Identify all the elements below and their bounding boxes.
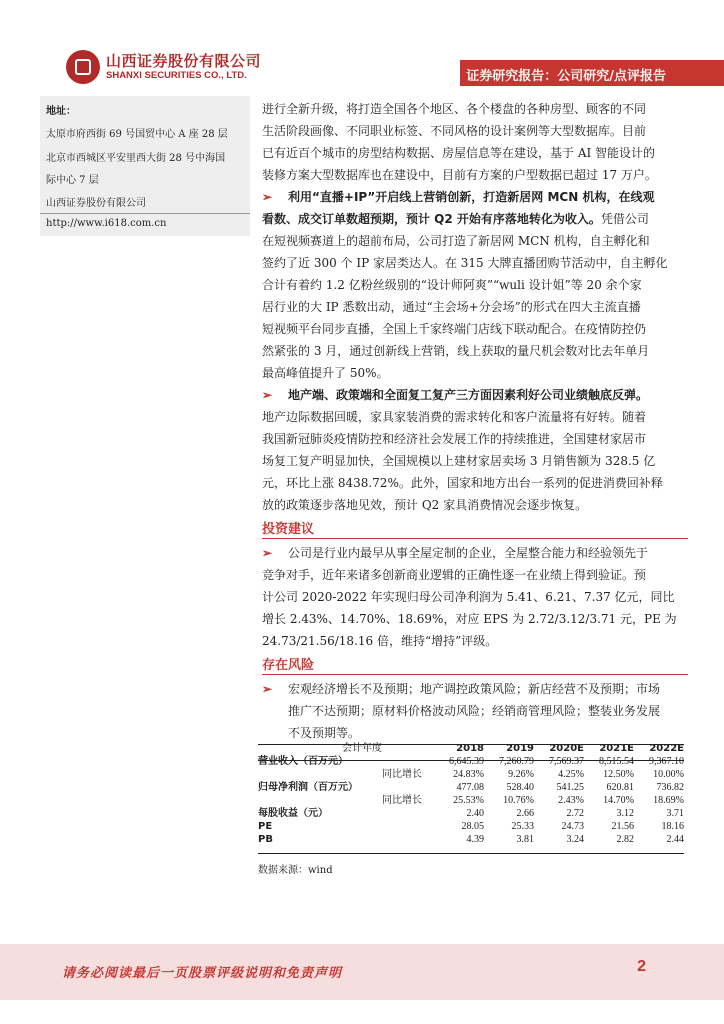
table-cell: 3.71: [666, 808, 684, 819]
bullet-icon: ➢: [262, 388, 273, 402]
bullet-icon: ➢: [262, 682, 273, 696]
body-line: 最高峰值提升了 50%。: [262, 366, 389, 380]
table-cell: PE: [258, 821, 273, 832]
table-cell: 7,260.79: [499, 756, 534, 767]
table-cell: 10.00%: [653, 769, 684, 780]
address-line: 太原市府西街 69 号国贸中心 A 座 28 层: [46, 129, 228, 140]
bullet-heading: 利用“直播+IP”开启线上营销创新，打造新居网 MCN 机构，在线观: [288, 190, 655, 204]
table-row: [258, 755, 684, 768]
table-cell: 2.44: [666, 834, 684, 845]
body-line: 签约了近 300 个 IP 家居类达人。在 315 大牌直播团购节活动中，自主孵化: [262, 256, 668, 270]
table-cell: 2.82: [616, 834, 634, 845]
body-line: 我国新冠肺炎疫情防控和经济社会发展工作的持续推进，全国建材家居市: [262, 432, 647, 446]
body-line: 放的政策逐步落地见效，预计 Q2 家具消费情况会逐步恢复。: [262, 498, 588, 512]
table-cell: 6,645.39: [449, 756, 484, 767]
table-row: [258, 794, 684, 807]
body-line: 生活阶段画像、不同职业标签、不同风格的设计案例等大型数据库。目前: [262, 124, 647, 138]
table-cell: 3.24: [566, 834, 584, 845]
table-cell: 25.33: [511, 821, 534, 832]
body-line: 然紧张的 3 月，通过创新线上营销，线上获取的量尺机会数对比去年单月: [262, 344, 650, 358]
table-cell: 2.40: [466, 808, 484, 819]
bullet-heading: 地产端、政策端和全面复工复产三方面因素利好公司业绩触底反弹。: [288, 388, 649, 402]
table-cell: 528.40: [506, 782, 534, 793]
company-name-line: 山西证券股份有限公司: [46, 198, 146, 209]
body-line: 不及预期等。: [288, 726, 361, 740]
body-line: 已有近百个城市的房型结构数据、房屋信息等在建设，基于 AI 智能设计的: [262, 146, 656, 160]
table-header-row: [258, 742, 684, 755]
website-link[interactable]: http://www.i618.com.cn: [46, 218, 167, 229]
table-cell: 477.08: [456, 782, 484, 793]
table-row: [258, 833, 684, 846]
table-cell: 每股收益（元）: [258, 808, 328, 819]
table-header: 会计年度: [342, 743, 382, 754]
table-row: [258, 768, 684, 781]
company-name-en: SHANXI SECURITIES CO., LTD.: [106, 70, 247, 81]
body-line: 在短视频赛道上的超前布局，公司打造了新居网 MCN 机构，自主孵化和: [262, 234, 650, 248]
sidebar-divider: [40, 213, 250, 214]
body-line: 公司是行业内最早从事全屋定制的企业，全屋整合能力和经验领先于: [288, 546, 649, 560]
table-cell: 736.82: [656, 782, 684, 793]
bullet-icon: ➢: [262, 546, 273, 560]
section-divider: [262, 674, 688, 675]
body-line: 场复工复产明显加快，全国规模以上建材家居卖场 3 月销售额为 328.5 亿: [262, 454, 656, 468]
body-line: 合计有着约 1.2 亿粉丝级别的“设计师阿爽”“wuli 设计姐”等 20 余个家: [262, 278, 642, 292]
body-line: 竞争对手，近年来诸多创新商业逻辑的正确性逐一在业绩上得到验证。预: [262, 568, 647, 582]
company-logo-icon: [66, 50, 100, 84]
body-line: 推广不达预期；原材料价格波动风险；经销商管理风险；整装业务发展: [288, 704, 661, 718]
data-source: 数据来源：wind: [258, 865, 333, 876]
table-cell: 541.25: [556, 782, 584, 793]
table-cell: 同比增长: [382, 795, 422, 806]
table-cell: 4.39: [466, 834, 484, 845]
table-cell: 8,515.54: [599, 756, 634, 767]
table-cell: 12.50%: [603, 769, 634, 780]
table-cell: 3.81: [516, 834, 534, 845]
body-line: 计公司 2020-2022 年实现归母公司净利润为 5.41、6.21、7.37 亿元，同比: [262, 590, 675, 604]
table-cell: 9,367.10: [649, 756, 684, 767]
address-label: 地址：: [46, 106, 76, 117]
address-line: 北京市西城区平安里西大街 28 号中海国: [46, 153, 226, 164]
financial-table: [258, 742, 684, 846]
body-line: 元，环比上涨 8438.72%。此外，国家和地方出台一系列的促进消费回补释: [262, 476, 663, 490]
table-cell: 7,569.37: [549, 756, 584, 767]
body-line: 宏观经济增长不及预期；地产调控政策风险；新店经营不及预期；市场: [288, 682, 661, 696]
body-line: 增长 2.43%、14.70%、18.69%，对应 EPS 为 2.72/3.12/3.71 元，PE 为: [262, 612, 677, 626]
disclaimer-text: 请务必阅读最后一页股票评级说明和免责声明: [62, 966, 343, 981]
table-row: [258, 807, 684, 820]
body-line: 居行业的大 IP 悉数出动，通过“主会场+分会场”的形式在四大主流直播: [262, 300, 641, 314]
table-cell: 营业收入（百万元）: [258, 756, 348, 767]
table-cell: 3.12: [616, 808, 634, 819]
table-cell: 4.25%: [558, 769, 584, 780]
report-type-bar: [460, 60, 724, 86]
table-cell: 620.81: [606, 782, 634, 793]
table-cell: 28.05: [461, 821, 484, 832]
section-title-invest: 投资建议: [262, 522, 315, 537]
table-cell: 2.72: [566, 808, 584, 819]
table-rule: [258, 853, 684, 854]
table-cell: 归母净利润（百万元）: [258, 782, 358, 793]
table-cell: 2.66: [516, 808, 534, 819]
table-cell: 25.53%: [453, 795, 484, 806]
table-header: 2018: [456, 743, 484, 754]
table-cell: 21.56: [611, 821, 634, 832]
page-footer: [0, 944, 724, 1000]
bullet-heading: 看数、成交订单数超预期，预计 Q2 开始有序落地转化为收入。: [262, 212, 601, 226]
contact-sidebar: [40, 96, 250, 236]
table-cell: 9.26%: [508, 769, 534, 780]
table-cell: 24.73: [561, 821, 584, 832]
bullet-icon: ➢: [262, 190, 273, 204]
table-cell: 14.70%: [603, 795, 634, 806]
page-header: [0, 0, 724, 95]
section-divider: [262, 538, 688, 539]
table-row: [258, 781, 684, 794]
table-header: 2019: [506, 743, 534, 754]
table-cell: 18.69%: [653, 795, 684, 806]
table-header: 2022E: [649, 743, 684, 754]
body-line: 进行全新升级，将打造全国各个地区、各个楼盘的各种房型、顾客的不同: [262, 102, 647, 116]
table-cell: 2.43%: [558, 795, 584, 806]
table-cell: 24.83%: [453, 769, 484, 780]
table-cell: 18.16: [661, 821, 684, 832]
address-line: 际中心 7 层: [46, 175, 99, 186]
table-header: 2020E: [549, 743, 584, 754]
body-line: 装修方案大型数据库也在建设中，目前有方案的户型数据已超过 17 万户。: [262, 168, 657, 182]
table-cell: PB: [258, 834, 273, 845]
body-line: 24.73/21.56/18.16 倍，维持“增持”评级。: [262, 634, 498, 648]
table-row: [258, 820, 684, 833]
body-line: 短视频平台同步直播，全国上千家终端门店线下联动配合。在疫情防控仍: [262, 322, 647, 336]
page-number: 2: [637, 958, 646, 975]
company-name-cn: 山西证券股份有限公司: [106, 52, 262, 70]
table-header: 2021E: [599, 743, 634, 754]
report-type: 证券研究报告：公司研究/点评报告: [466, 69, 666, 84]
body-line: 地产边际数据回暖，家具家装消费的需求转化和客户流量将有好转。随着: [262, 410, 647, 424]
table-cell: 10.76%: [503, 795, 534, 806]
section-title-risk: 存在风险: [262, 658, 315, 673]
body-text: 凭借公司: [600, 212, 649, 226]
table-cell: 同比增长: [382, 769, 422, 780]
